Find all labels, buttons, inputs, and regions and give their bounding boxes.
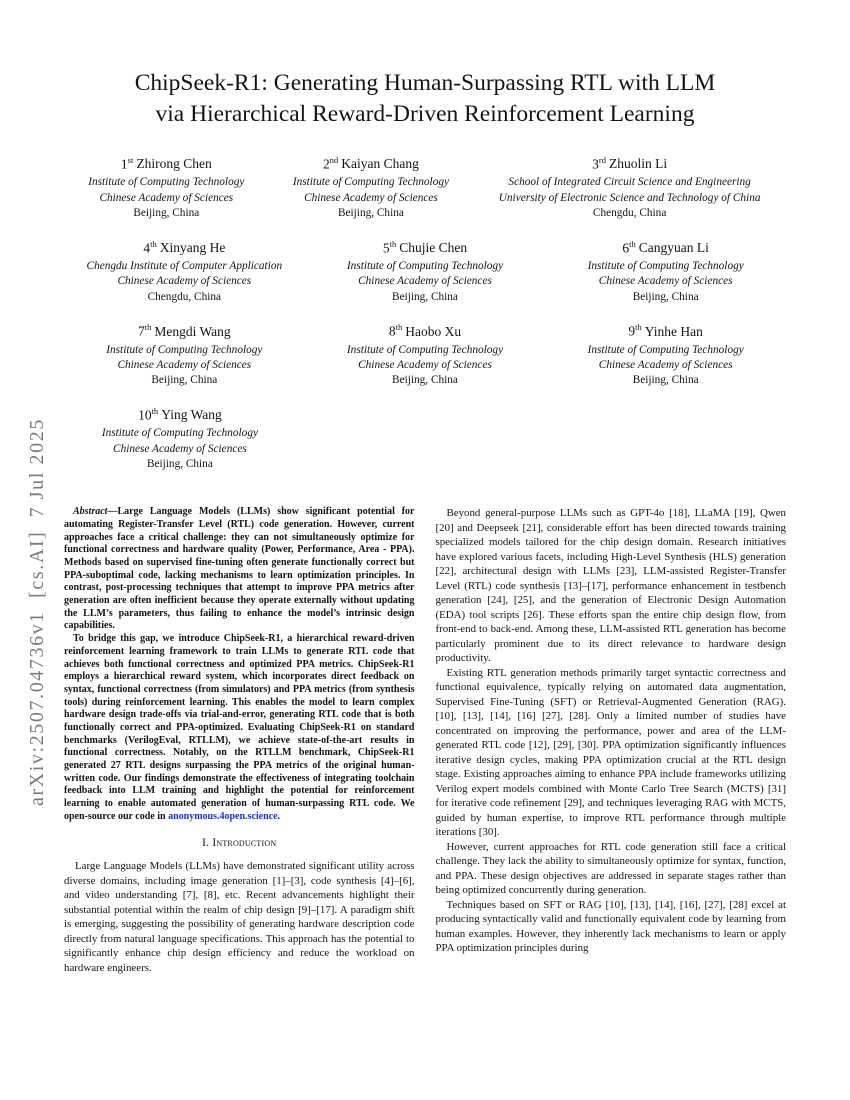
author-block xyxy=(64,239,305,306)
author-affiliation: School of Integrated Circuit Science and Engineering xyxy=(508,176,751,189)
author-affiliation: Institute of Computing Technology xyxy=(346,343,504,356)
code-link[interactable]: anonymous.4open.science xyxy=(168,810,278,822)
right-paragraph-1: Beyond general-purpose LLMs such as GPT-4o [18], LLaMA [19], Qwen [20] and Deepseek [21], considerable effort has been directed towards training specialized models tailored for the chip design domain. Research initiatives have explored various facets, including High-Level Synthesis (HLS) generation [22], architectural design with LLMs [23], LLM-assisted Register-Transfer Level (RTL) code synthesis [13]–[17], performance enhancement in testbench generation [24], [25], and the generation of Electronic Design Automation (EDA) tool scripts [26]. These efforts span the entire chip design flow, from front-end to back-end. Among these, LLM-assisted RTL generation has become particularly prominent due to its direct relevance to hardware design productivity. xyxy=(435,507,786,665)
paper-title xyxy=(0,68,850,131)
right-paragraph-2: Existing RTL generation methods primarily target syntactic correctness and functional equivalence, typically relying on automated data augmentation, Supervised Fine-Tuning (SFT) or Retrieval-Augmented Generation (RAG). [10], [13], [14], [16] [27], [28]. Only a limited number of studies have concentrated on improving the performance, power and area of the LLM-generated RTL code [12], [29], [30]. PPA optimization significantly influences iterative design cycles, making PPA optimization crucial at the RTL design stage. Existing approaches aiming to enhance PPA include frameworks utilizing Verilog expert models combined with Monte Carlo Tree Search (MCTS) [31] for iterative code refinement [29], and techniques leveraging RAG with MCTS, guided by human expertise, to improve RTL performance through multiple iterations [30]. xyxy=(435,666,786,839)
abstract-section xyxy=(64,506,415,823)
section-heading-introduction: I. Introduction xyxy=(202,837,277,850)
author-city: Beijing, China xyxy=(151,374,218,387)
author-name: 3rd Zhuolin Li xyxy=(592,154,668,172)
author-affiliation: Chinese Academy of Sciences xyxy=(598,275,733,288)
author-affiliation: Institute of Computing Technology xyxy=(88,176,245,189)
author-block xyxy=(473,155,786,222)
author-affiliation: Institute of Computing Technology xyxy=(346,260,504,273)
author-city: Beijing, China xyxy=(632,374,699,387)
author-city: Beijing, China xyxy=(632,290,699,303)
author-block xyxy=(305,322,546,389)
title-block xyxy=(0,0,850,131)
right-paragraph-4: Techniques based on SFT or RAG [10], [13], [14], [16], [27], [28] excel at producing syntactically valid and functionally equivalent code by learning from human examples. However, they inherently lack mechanisms to learn or apply PPA optimization principles during xyxy=(435,898,786,955)
author-affiliation: Institute of Computing Technology xyxy=(101,427,258,440)
author-affiliation: Chinese Academy of Sciences xyxy=(358,358,492,371)
authors-row-2 xyxy=(64,239,786,306)
author-affiliation: Chinese Academy of Sciences xyxy=(304,191,438,204)
author-city: Beijing, China xyxy=(337,207,404,220)
body-columns xyxy=(64,506,786,975)
paper-title-line1: ChipSeek-R1: Generating Human-Surpassing RTL with LLM xyxy=(134,70,716,96)
abstract-paragraph-1: Abstract—Large Language Models (LLMs) show significant potential for automating Register-Transfer Level (RTL) code generation. However, current approaches face a critical challenge: they can not simultaneously optimize for functional correctness and hardware quality (Power, Performance, Area - PPA). Methods based on supervised fine-tuning often generate functionally correct but PPA-suboptimal code, lacking mechanisms to learn optimization principles. In contrast, post-processing techniques that attempt to improve PPA metrics after generation are often inefficient because they operate externally without updating the LLM’s parameters, thus failing to enhance the model’s intrinsic design capabilities. xyxy=(64,506,415,632)
author-affiliation: Chinese Academy of Sciences xyxy=(358,275,492,288)
author-name: 10th Ying Wang xyxy=(138,405,222,423)
intro-paragraph-1: Large Language Models (LLMs) have demonstrated significant utility across diverse domains, including image generation [1]–[3], code synthesis [4]–[6], and video understanding [7], [8], etc. Recent advancements highlight their substantial potential within the realm of chip design [9]–[17]. A paradigm shift is emerging, suggesting the possibility of generating hardware description code directly from natural language specifications. This approach has the potential to significantly enhance chip design efficiency and reduce the workload on hardware engineers. xyxy=(64,860,415,974)
introduction-section xyxy=(64,859,415,975)
arxiv-watermark: arXiv:2507.04736v1 [cs.AI] 7 Jul 2025 xyxy=(26,418,48,806)
paper-title-line2: via Hierarchical Reward-Driven Reinforcement Learning xyxy=(155,101,695,128)
author-affiliation: Institute of Computing Technology xyxy=(106,343,263,356)
author-affiliation: Chinese Academy of Sciences xyxy=(598,358,733,371)
author-block xyxy=(64,406,296,473)
author-city: Chengdu, China xyxy=(147,290,222,303)
left-column xyxy=(64,506,415,975)
author-city: Beijing, China xyxy=(392,374,458,387)
author-city: Beijing, China xyxy=(392,290,458,303)
author-name: 6th Cangyuan Li xyxy=(622,238,709,256)
author-city: Beijing, China xyxy=(146,457,213,470)
author-block xyxy=(305,239,546,306)
author-name: 7th Mengdi Wang xyxy=(138,322,231,339)
author-name: 4th Xinyang He xyxy=(143,238,226,256)
author-affiliation: Institute of Computing Technology xyxy=(587,343,744,356)
right-paragraph-3: However, current approaches for RTL code generation still face a critical challenge. They lack the ability to simultaneously optimize for syntax, function, and PPA. These design objectives are addressed in separate stages rather than being optimized concurrently during generation. xyxy=(435,840,786,897)
author-name: 1st Zhirong Chen xyxy=(120,154,212,172)
abstract-label: Abstract xyxy=(73,506,108,518)
author-block xyxy=(545,239,786,306)
author-affiliation: Chinese Academy of Sciences xyxy=(99,191,234,204)
author-block xyxy=(64,155,269,222)
author-city: Beijing, China xyxy=(133,207,200,220)
author-affiliation: Chengdu Institute of Computer Application xyxy=(86,260,283,273)
authors-row-3 xyxy=(64,322,786,389)
right-column xyxy=(436,506,787,975)
author-name: 5th Chujie Chen xyxy=(382,238,468,256)
author-block xyxy=(545,322,786,389)
authors-row-1 xyxy=(64,155,786,222)
author-affiliation: University of Electronic Science and Technology of China xyxy=(498,191,761,204)
author-affiliation: Chinese Academy of Sciences xyxy=(117,275,252,288)
authors-row-4 xyxy=(64,406,786,473)
author-block xyxy=(64,322,305,389)
author-affiliation: Institute of Computing Technology xyxy=(587,260,744,273)
author-city: Chengdu, China xyxy=(592,207,667,220)
abstract-paragraph-2: To bridge this gap, we introduce ChipSeek-R1, a hierarchical reward-driven reinforcement learning framework to train LLMs to generate RTL code that achieves both functional correctness and optimized PPA metrics. ChipSeek-R1 employs a hierarchical reward system, which incorporates direct feedback on syntax, functional correctness (from simulators) and PPA metrics (from synthesis tools) during reinforcement learning. This enables the model to learn complex hardware design trade-offs via trial-and-error, generating RTL code that is both functionally correct and PPA-optimized. Evaluating ChipSeek-R1 on standard benchmarks (VerilogEval, RTLLM), we achieve state-of-the-art results in functional correctness. Notably, on the RTLLM benchmark, ChipSeek-R1 generated 27 RTL designs surpassing the PPA metrics of the original human-written code. Our findings demonstrate the effectiveness of integrating toolchain feedback into LLM training and highlight the potential for reinforcement learning to enable automated generation of human-surpassing RTL code. We open-source our code in anonymous.4open.science. xyxy=(64,633,415,822)
author-block xyxy=(269,155,474,222)
author-affiliation: Institute of Computing Technology xyxy=(292,176,450,189)
author-name: 2nd Kaiyan Chang xyxy=(323,154,419,172)
author-name: 9th Yinhe Han xyxy=(628,322,703,339)
author-affiliation: Chinese Academy of Sciences xyxy=(117,358,252,371)
author-name: 8th Haobo Xu xyxy=(388,322,462,339)
author-affiliation: Chinese Academy of Sciences xyxy=(113,442,247,455)
authors-section xyxy=(64,155,786,472)
